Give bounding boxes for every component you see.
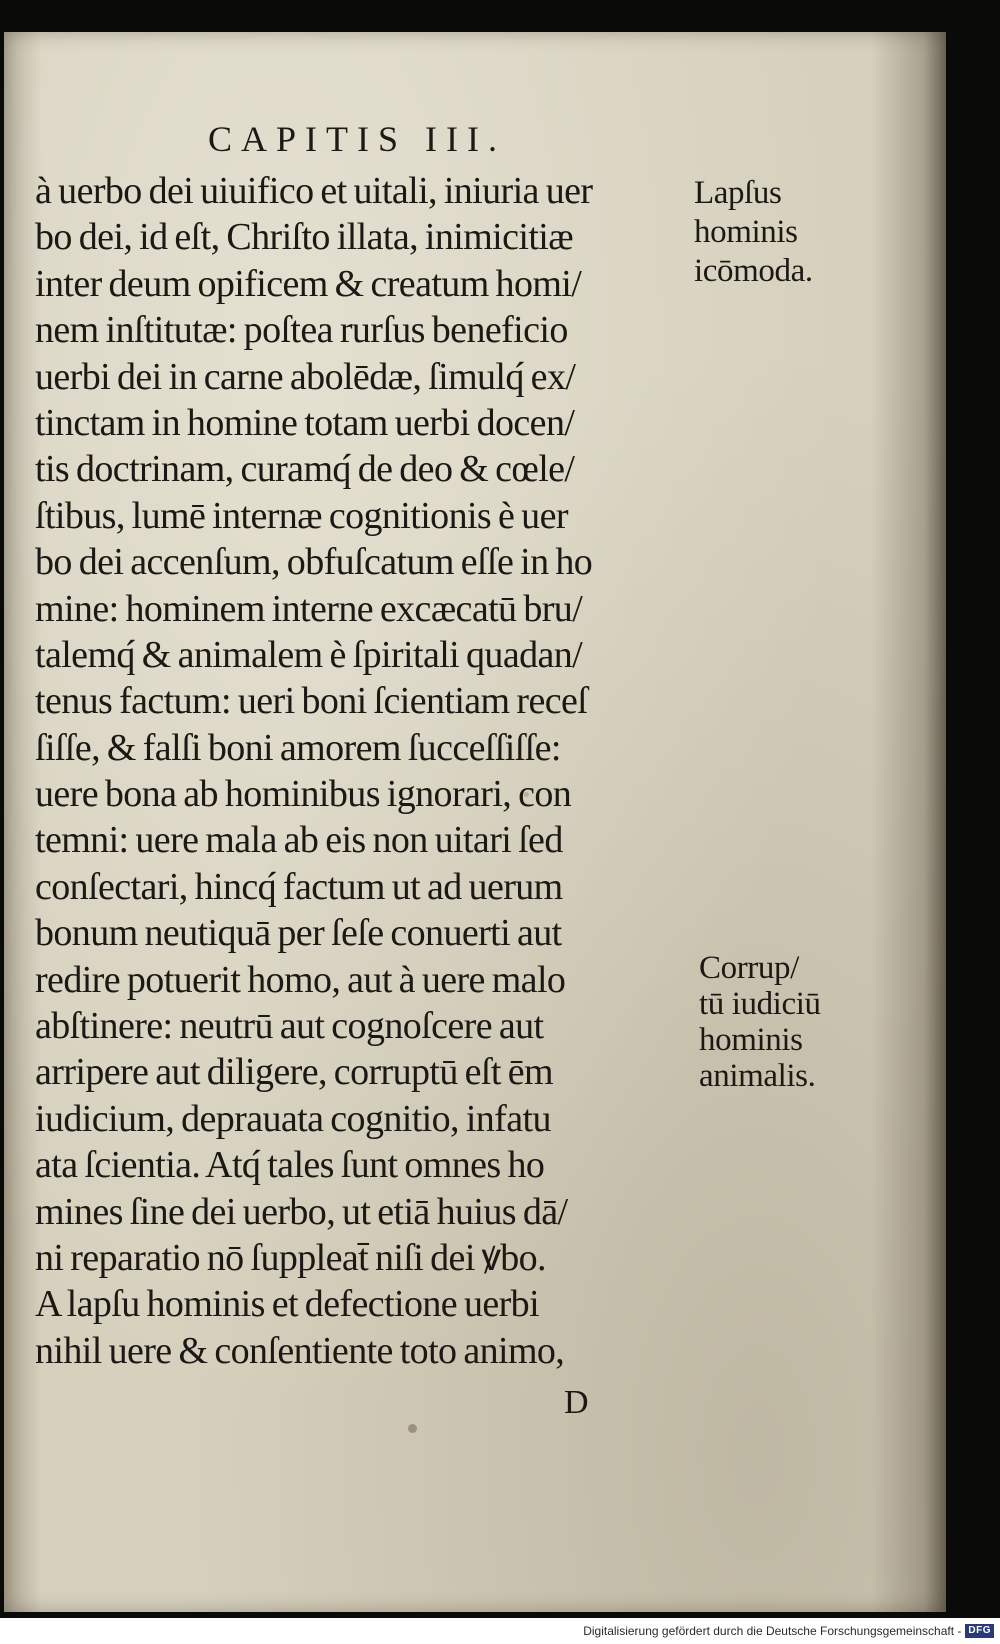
text-line: talemq́ & animalem è ſpiritali quadan/ [35,633,583,676]
text-line: conſectari, hincq́ factum ut ad uerum [35,865,563,908]
text-line: iudicium, deprauata cognitio, infatu [35,1097,551,1140]
credit-text: Digitalisierung gefördert durch die Deutsche Forschungsgemeinschaft - [583,1624,962,1638]
text-line: bonum neutiquā per ſeſe conuerti aut [35,912,562,955]
text-line: nem inſtitutæ: poſtea rurſus beneficio [35,309,568,352]
paper-stain [524,792,529,797]
text-line: ni reparatio nō ſuppleat̄ niſi dei ꝟbo. [35,1236,546,1279]
text-line: ſiſſe, & falſi boni amorem ſucceſſiſſe: [35,726,561,769]
text-line: redire potuerit homo, aut à uere malo [35,958,566,1001]
dfg-logo-icon: DFG [965,1624,994,1638]
margin-note-line: Corrup/ [699,950,799,986]
body-text [35,168,695,1374]
text-line: temni: uere mala ab eis non uitari ſed [35,819,563,862]
signature-mark: D [564,1384,589,1421]
text-line: tenus factum: ueri boni ſcientiam receſ [35,680,588,723]
page-edge-shadow [924,32,946,1612]
paper-stain [408,1424,417,1433]
text-line: bo dei, id eſt, Chriſto illata, inimicitiæ [35,216,574,259]
margin-note-line: hominis [699,1022,803,1058]
text-line: à uerbo dei uiuifico et uitali, iniuria uer [35,170,593,212]
margin-note-line: icōmoda. [694,253,813,289]
running-head: CAPITIS III. [208,119,506,159]
text-line: inter deum opificem & creatum homi/ [35,262,582,305]
margin-note-line: hominis [694,214,798,250]
book-page [4,32,946,1612]
margin-note-line: animalis. [699,1058,816,1094]
margin-note-corruptum [699,950,821,1094]
credit-bar [0,1618,1000,1644]
text-line: tis doctrinam, curamq́ de deo & cœle/ [35,448,575,491]
text-line: nihil uere & conſentiente toto animo, [35,1329,565,1372]
text-line: uere bona ab hominibus ignorari, con [35,773,572,816]
margin-note-line: tū iudiciū [699,986,821,1022]
text-line: bo dei accenſum, obfuſcatum eſſe in ho [35,541,593,584]
text-line: ſtibus, lumē internæ cognitionis è uer [35,494,568,537]
text-line: uerbi dei in carne abolēdæ, ſimulq́ ex/ [35,355,576,398]
text-line: tinctam in homine totam uerbi docen/ [35,401,575,444]
text-line: arripere aut diligere, corruptū eſt ēm [35,1051,553,1094]
text-line: A lapſu hominis et defectione uerbi [35,1283,540,1326]
margin-note-lapsus [694,174,813,291]
text-line: abſtinere: neutrū aut cognoſcere aut [35,1005,544,1048]
margin-note-line: Lapſus [694,175,782,211]
text-line: mine: hominem interne excæcatū bru/ [35,587,583,630]
text-line: mines ſine dei uerbo, ut etiā huius dā/ [35,1190,568,1233]
text-line: ata ſcientia. Atq́ tales ſunt omnes ho [35,1144,545,1187]
